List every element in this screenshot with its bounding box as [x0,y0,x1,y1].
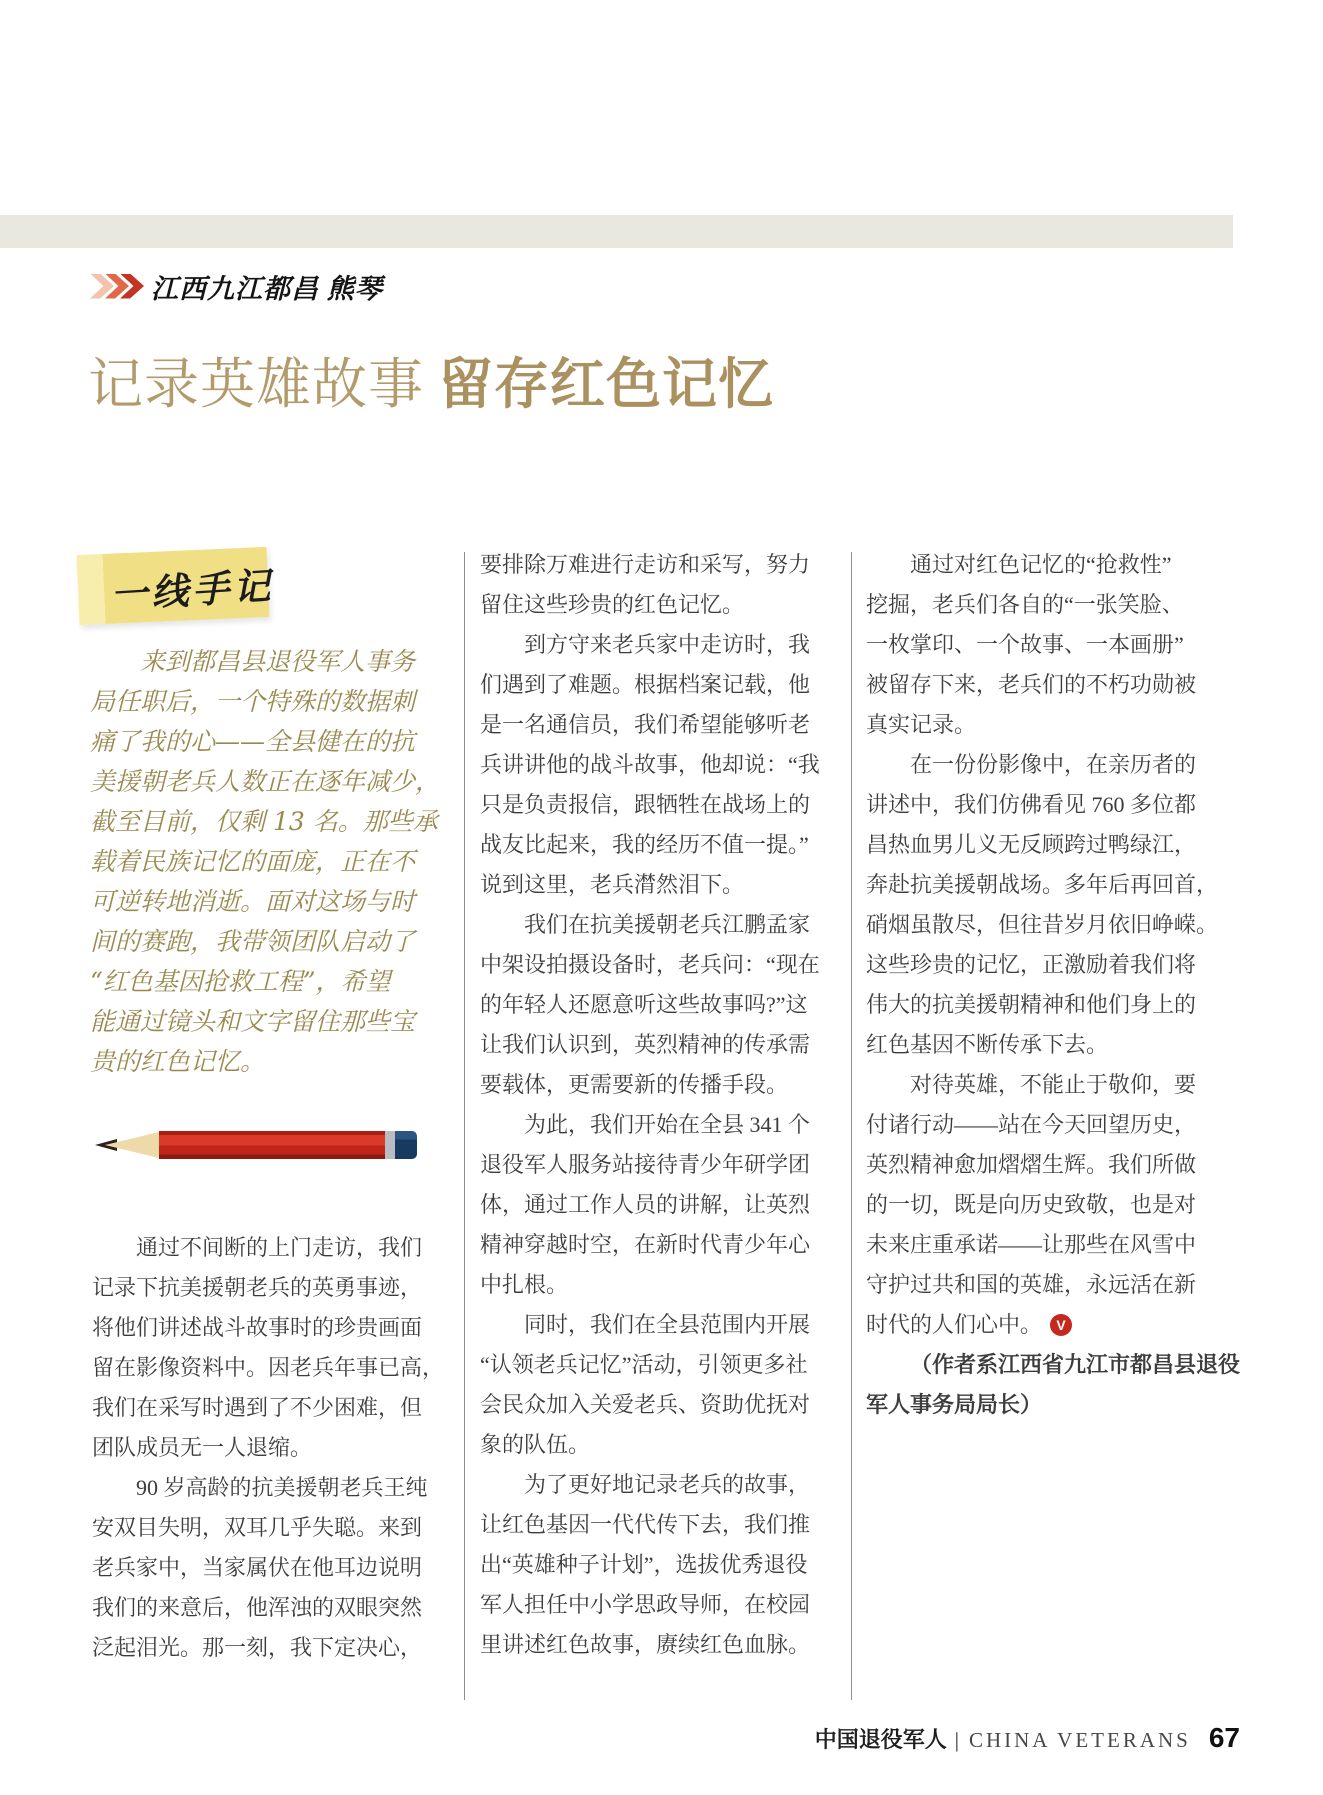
text-line: 奔赴抗美援朝战场。多年后再回首， [866,872,1219,897]
text-line: 能通过镜头和文字留住那些宝 [90,1007,416,1036]
text-line: 通过不间断的上门走访，我们 [136,1235,423,1260]
pencil-illustration [95,1131,417,1159]
column-divider [851,552,852,1700]
text-line: 局任职后，一个特殊的数据刺 [90,687,416,716]
text-line: 的一切，既是向历史致敬，也是对 [866,1192,1197,1217]
text-line: 对待英雄，不能止于敬仰，要 [910,1072,1197,1097]
footer-magazine-name-cn: 中国退役军人 [814,1727,947,1752]
article-column-2 [480,545,832,1665]
text-line: 未来庄重承诺——让那些在风雪中 [866,1232,1197,1257]
text-line: 要载体，更需要新的传播手段。 [480,1072,789,1097]
text-line: 兵讲讲他的战斗故事，他却说：“我 [480,752,820,777]
kicker-row [90,270,383,302]
text-line: 为此，我们开始在全县 341 个 [524,1112,811,1137]
page-footer [815,1722,1240,1754]
text-line: 象的队伍。 [480,1432,591,1457]
text-line: 让红色基因一代代传下去，我们推 [480,1512,811,1537]
article-end-mark-icon: V [1050,1314,1072,1336]
article-title [88,342,774,426]
text-line: 同时，我们在全县范围内开展 [524,1312,811,1337]
text-line: 老兵家中，当家属伏在他耳边说明 [92,1555,423,1580]
text-line: 军人担任中小学思政导师，在校园 [480,1592,811,1617]
text-line: 守护过共和国的英雄，永远活在新 [866,1272,1197,1297]
text-line: 一枚掌印、一个故事、一本画册” [866,632,1184,657]
text-line: 痛了我的心——全县健在的抗 [90,727,416,756]
text-line: 记录下抗美援朝老兵的英勇事迹， [92,1275,423,1300]
text-line: 将他们讲述战斗故事时的珍贵画面 [92,1315,423,1340]
pencil-body [159,1131,385,1159]
text-line: 里讲述红色故事，赓续红色血脉。 [480,1632,811,1657]
text-line: 团队成员无一人退缩。 [92,1435,313,1460]
triple-chevron-icon [90,274,135,299]
text-line: 间的赛跑，我带领团队启动了 [90,927,416,956]
text-line: 硝烟虽散尽，但往昔岁月依旧峥嵘。 [866,912,1219,937]
text-line: 付诸行动——站在今天回望历史， [866,1112,1197,1137]
text-line: 体，通过工作人员的讲解，让英烈 [480,1192,811,1217]
text-line: 泛起泪光。那一刻，我下定决心， [92,1635,423,1660]
text-line: 截至目前，仅剩 13 名。那些承 [90,807,438,836]
text-line: 要排除万难进行走访和采写，努力 [480,552,811,577]
text-line: （作者系江西省九江市都昌县退役 [910,1352,1241,1377]
text-line: 的年轻人还愿意听这些故事吗?”这 [480,992,808,1017]
text-line: 昌热血男儿义无反顾跨过鸭绿江， [866,832,1197,857]
article-column-3 [866,545,1241,1425]
pencil-eraser [395,1131,417,1159]
sticky-note-label: 一线手记 [109,563,276,618]
sticky-note [77,547,276,625]
text-line: 只是负责报信，跟牺牲在战场上的 [480,792,811,817]
article-title-heavy: 留存红色记忆 [438,353,775,415]
text-line: 贵的红色记忆。 [90,1047,266,1076]
column-divider [464,552,465,1700]
text-line: “认领老兵记忆”活动，引领更多社 [480,1352,808,1377]
text-line: 英烈精神愈加熠熠生辉。我们所做 [866,1152,1197,1177]
field-note-text [90,642,442,1082]
footer-separator: | [954,1728,959,1752]
text-line: 讲述中，我们仿佛看见 760 多位都 [866,792,1197,817]
text-line: 我们的来意后，他浑浊的双眼突然 [92,1595,423,1620]
pencil-wood-tip [105,1131,163,1159]
text-line: 红色基因不断传承下去。 [866,1032,1109,1057]
text-line: 通过对红色记忆的“抢救性” [910,552,1172,577]
text-line: 会民众加入关爱老兵、资助优抚对 [480,1392,811,1417]
location-author-kicker: 江西九江都昌 熊琴 [151,273,383,304]
text-line: 在一份份影像中，在亲历者的 [910,752,1197,777]
text-line: 真实记录。 [866,712,977,737]
text-line: 时代的人们心中。 V [866,1305,1218,1345]
text-line: 军人事务局局长） [866,1392,1043,1417]
article-title-light: 记录英雄故事 [88,353,425,415]
text-line: 退役军人服务站接待青少年研学团 [480,1152,811,1177]
text-line: 90 岁高龄的抗美援朝老兵王纯 [136,1475,428,1500]
text-line: 说到这里，老兵潸然泪下。 [480,872,745,897]
pencil-ferrule [385,1131,395,1159]
text-line: 让我们认识到，英烈精神的传承需 [480,1032,811,1057]
article-column-1 [92,1228,444,1668]
text-line: 伟大的抗美援朝精神和他们身上的 [866,992,1197,1017]
text-line: 出“英雄种子计划”，选拔优秀退役 [480,1552,808,1577]
text-line: 我们在抗美援朝老兵江鹏孟家 [524,912,811,937]
text-line: 精神穿越时空，在新时代青少年心 [480,1232,811,1257]
text-line: 安双目失明，双耳几乎失聪。来到 [92,1515,423,1540]
text-line: 留在影像资料中。因老兵年事已高， [92,1355,445,1380]
text-line: 挖掘，老兵们各自的“一张笑脸、 [866,592,1184,617]
text-line: 这些珍贵的记忆，正激励着我们将 [866,952,1197,977]
text-line: 留住这些珍贵的红色记忆。 [480,592,745,617]
text-line: 载着民族记忆的面庞，正在不 [90,847,416,876]
text-line: 战友比起来，我的经历不值一提。” [480,832,809,857]
top-beige-band [0,215,1233,248]
text-line: 们遇到了难题。根据档案记载，他 [480,672,811,697]
text-line: 中架设拍摄设备时，老兵问：“现在 [480,952,820,977]
text-line: 是一名通信员，我们希望能够听老 [480,712,811,737]
text-line: 美援朝老兵人数正在逐年减少， [90,767,441,796]
text-line: 来到都昌县退役军人事务 [140,647,416,676]
text-line: 为了更好地记录老兵的故事， [524,1472,811,1497]
text-line: 我们在采写时遇到了不少困难，但 [92,1395,423,1420]
footer-page-number: 67 [1208,1722,1240,1753]
text-line: 中扎根。 [480,1272,569,1297]
footer-magazine-name-en: CHINA VETERANS [968,1728,1191,1752]
text-line: 可逆转地消逝。面对这场与时 [90,887,416,916]
text-line: 被留存下来，老兵们的不朽功勋被 [866,672,1197,697]
text-line: “红色基因抢救工程”，希望 [90,967,391,996]
text-line: 到方守来老兵家中走访时，我 [524,632,811,657]
